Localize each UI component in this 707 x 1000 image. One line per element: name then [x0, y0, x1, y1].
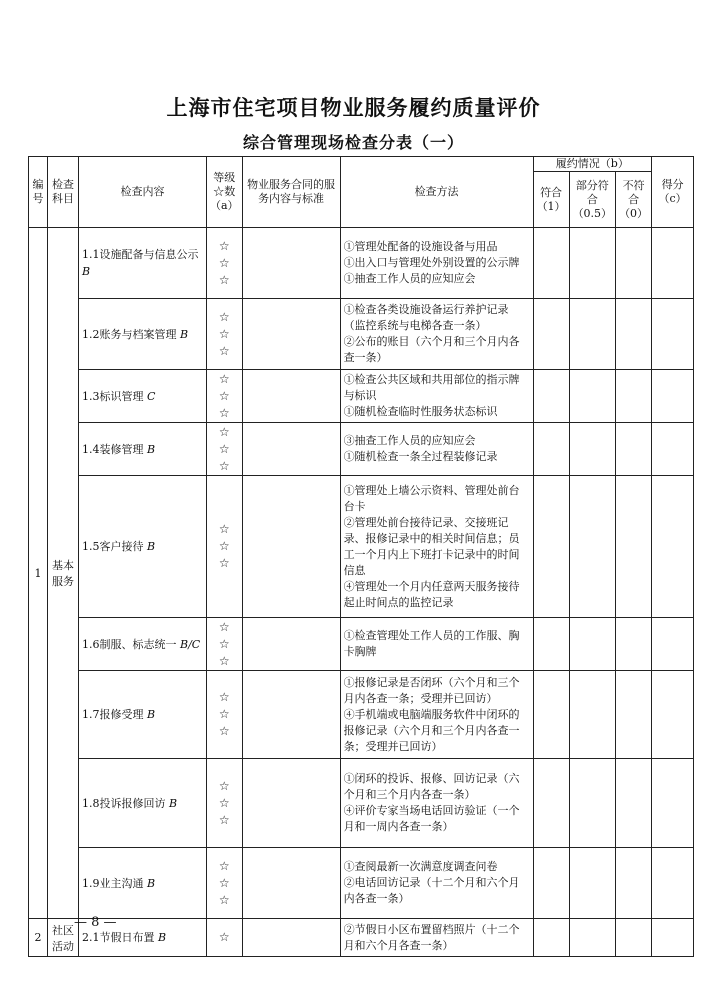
conform-cell[interactable] [533, 476, 569, 618]
score-cell[interactable] [652, 759, 694, 848]
nonconform-cell[interactable] [616, 370, 652, 423]
star-icon: ☆ [218, 858, 230, 873]
conform-cell[interactable] [533, 759, 569, 848]
header-performance: 履约情况（b） [533, 157, 652, 172]
star-icon: ☆ [218, 556, 230, 570]
method-line: ②电话回访记录（十二个月和六个月内各查一条） [343, 876, 520, 905]
star-icon: ☆ [218, 522, 230, 536]
item-name: 1.2账务与档案管理 [82, 327, 177, 341]
partial-cell[interactable] [569, 370, 616, 423]
method-line: ④评价专家当场电话回访验证（一个月和一周内各查一条） [343, 804, 520, 833]
method-line: ①检查管理处工作人员的工作服、胸卡胸牌 [343, 629, 520, 658]
star-rating [207, 618, 243, 671]
score-cell[interactable] [652, 671, 694, 759]
conform-cell[interactable] [533, 228, 569, 299]
partial-cell[interactable] [569, 423, 616, 476]
conform-cell[interactable] [533, 848, 569, 919]
table-body [29, 228, 694, 957]
header-subject: 检查科目 [48, 157, 79, 228]
header-conform: 符合（1） [533, 172, 569, 228]
inspection-item [79, 423, 207, 476]
table-subtitle: 综合管理现场检查分表（一） [242, 133, 464, 152]
method-line: ④管理处一个月内任意两天服务接待起止时间点的监控记录 [343, 579, 520, 609]
header-score: 得分（c） [652, 157, 694, 228]
method-line: ④手机端或电脑端服务软件中闭环的报修记录（六个月和三个月内各查一条；受理并已回访） [343, 707, 520, 753]
method-line: ①随机检查临时性服务状态标识 [343, 405, 498, 418]
contract-cell[interactable] [242, 759, 340, 848]
header-content: 检查内容 [79, 157, 207, 228]
method-line: ①随机检查一条全过程装修记录 [343, 450, 498, 463]
method-line: ②节假日小区布置留档照片（十二个月和六个月各查一条） [343, 922, 520, 952]
header-no: 编号 [29, 157, 48, 228]
inspection-method [340, 759, 533, 848]
star-icon: ☆ [218, 619, 230, 634]
table-row [29, 671, 694, 759]
item-grade: B [158, 931, 167, 944]
nonconform-cell[interactable] [616, 671, 652, 759]
table-row [29, 299, 694, 370]
score-cell[interactable] [652, 618, 694, 671]
contract-cell[interactable] [242, 423, 340, 476]
method-line: ①检查各类设施设备运行养护记录（监控系统与电梯各查一条） [343, 303, 509, 332]
inspection-item [79, 671, 207, 759]
page-number: — 8 — [74, 915, 117, 930]
item-grade: B [147, 876, 156, 890]
star-icon: ☆ [218, 539, 230, 553]
star-rating [207, 919, 243, 957]
score-cell[interactable] [652, 423, 694, 476]
star-icon: ☆ [218, 371, 230, 386]
inspection-table [28, 156, 694, 957]
inspection-method [340, 299, 533, 370]
star-icon: ☆ [218, 343, 230, 358]
item-name: 1.9业主沟通 [82, 876, 144, 890]
table-row [29, 228, 694, 299]
method-line: ②管理处前台接待记录、交接班记录、报修记录中的相关时间信息；员工一个月内上下班打卡记录中的时间信息 [343, 515, 520, 577]
table-row [29, 476, 694, 618]
contract-cell[interactable] [242, 476, 340, 618]
partial-cell[interactable] [569, 671, 616, 759]
header-level: 等级☆数（a） [207, 157, 243, 228]
method-line: ①管理处配备的设施设备与用品 [343, 240, 498, 253]
group-number: 2 [29, 919, 48, 957]
item-name: 1.1设施配备与信息公示 [82, 248, 199, 261]
table-row [29, 370, 694, 423]
nonconform-cell[interactable] [616, 618, 652, 671]
star-icon: ☆ [218, 458, 230, 473]
score-cell[interactable] [652, 476, 694, 618]
star-icon: ☆ [218, 875, 230, 890]
inspection-method [340, 476, 533, 618]
contract-cell[interactable] [242, 919, 340, 957]
method-line: ①查阅最新一次满意度调查问卷 [343, 860, 498, 873]
star-icon: ☆ [218, 795, 230, 810]
star-rating [207, 476, 243, 618]
item-name: 1.5客户接待 [82, 540, 144, 553]
star-icon: ☆ [218, 388, 230, 403]
contract-cell[interactable] [242, 848, 340, 919]
inspection-method [340, 671, 533, 759]
table-row [29, 759, 694, 848]
table-row [29, 919, 694, 957]
header-partial: 部分符合（0.5） [569, 172, 616, 228]
star-icon: ☆ [218, 326, 230, 341]
star-icon: ☆ [218, 309, 230, 324]
item-name: 1.7报修受理 [82, 708, 144, 721]
contract-cell[interactable] [242, 618, 340, 671]
document-title: 上海市住宅项目物业服务履约质量评价 [166, 96, 541, 120]
item-grade: B [147, 442, 156, 456]
table-row [29, 848, 694, 919]
partial-cell[interactable] [569, 476, 616, 618]
nonconform-cell[interactable] [616, 759, 652, 848]
star-icon: ☆ [218, 424, 230, 439]
nonconform-cell[interactable] [616, 423, 652, 476]
score-cell[interactable] [652, 848, 694, 919]
star-rating [207, 848, 243, 919]
contract-cell[interactable] [242, 299, 340, 370]
contract-cell[interactable] [242, 370, 340, 423]
conform-cell[interactable] [533, 370, 569, 423]
inspection-method [340, 618, 533, 671]
star-rating [207, 759, 243, 848]
star-icon: ☆ [218, 636, 230, 651]
partial-cell[interactable] [569, 228, 616, 299]
item-grade: B [169, 796, 178, 810]
item-name: 1.6制服、标志统一 [82, 637, 177, 651]
conform-cell[interactable] [533, 618, 569, 671]
item-grade: B [180, 327, 189, 341]
inspection-method [340, 370, 533, 423]
inspection-item [79, 228, 207, 299]
inspection-item [79, 370, 207, 423]
star-rating [207, 423, 243, 476]
item-name: 1.3标识管理 [82, 389, 144, 403]
item-grade: C [147, 389, 156, 403]
star-icon: ☆ [218, 653, 230, 668]
partial-cell[interactable] [569, 299, 616, 370]
star-icon: ☆ [218, 778, 230, 793]
item-grade: B [82, 265, 91, 278]
star-icon: ☆ [218, 724, 230, 738]
inspection-method [340, 848, 533, 919]
group-subject: 基本服务 [48, 228, 79, 919]
star-rating [207, 299, 243, 370]
group-number: 1 [29, 228, 48, 919]
item-name: 2.1节假日布置 [82, 931, 155, 944]
star-icon: ☆ [218, 238, 230, 253]
contract-cell[interactable] [242, 671, 340, 759]
item-name: 1.8投诉报修回访 [82, 796, 166, 810]
star-icon: ☆ [218, 441, 230, 456]
nonconform-cell[interactable] [616, 228, 652, 299]
inspection-item [79, 299, 207, 370]
table-row [29, 423, 694, 476]
item-name: 1.4装修管理 [82, 442, 144, 456]
star-icon: ☆ [218, 930, 230, 944]
nonconform-cell[interactable] [616, 919, 652, 957]
nonconform-cell[interactable] [616, 848, 652, 919]
partial-cell[interactable] [569, 759, 616, 848]
partial-cell[interactable] [569, 618, 616, 671]
method-line: ①管理处上墙公示资料、管理处前台台卡 [343, 483, 520, 513]
star-icon: ☆ [218, 892, 230, 907]
star-rating [207, 671, 243, 759]
header-contract: 物业服务合同的服务内容与标准 [242, 157, 340, 228]
contract-cell[interactable] [242, 228, 340, 299]
star-icon: ☆ [218, 690, 230, 704]
method-line: ①报修记录是否闭环（六个月和三个月内各查一条；受理并已回访） [343, 675, 520, 705]
score-cell[interactable] [652, 299, 694, 370]
conform-cell[interactable] [533, 671, 569, 759]
star-icon: ☆ [218, 272, 230, 287]
score-cell[interactable] [652, 370, 694, 423]
method-line: ②公布的账目（六个月和三个月内各查一条） [343, 335, 520, 364]
partial-cell[interactable] [569, 848, 616, 919]
nonconform-cell[interactable] [616, 476, 652, 618]
method-line: ①检查公共区域和共用部位的指示牌与标识 [343, 373, 520, 402]
inspection-item [79, 618, 207, 671]
inspection-item [79, 476, 207, 618]
inspection-item [79, 759, 207, 848]
star-icon: ☆ [218, 812, 230, 827]
inspection-item [79, 848, 207, 919]
partial-cell[interactable] [569, 919, 616, 957]
star-icon: ☆ [218, 707, 230, 721]
header-nonconform: 不符合（0） [616, 172, 652, 228]
group-subject: 社区活动 [48, 919, 79, 957]
method-line: ①抽查工作人员的应知应会 [343, 272, 476, 285]
score-cell[interactable] [652, 919, 694, 957]
item-grade: B [147, 540, 156, 553]
conform-cell[interactable] [533, 299, 569, 370]
nonconform-cell[interactable] [616, 299, 652, 370]
method-line: ①出入口与管理处外别设置的公示牌 [343, 256, 520, 269]
conform-cell[interactable] [533, 919, 569, 957]
item-grade: B [147, 708, 156, 721]
star-rating [207, 370, 243, 423]
star-icon: ☆ [218, 255, 230, 270]
header-method: 检查方法 [340, 157, 533, 228]
star-rating [207, 228, 243, 299]
star-icon: ☆ [218, 405, 230, 420]
score-cell[interactable] [652, 228, 694, 299]
item-grade: B/C [180, 637, 201, 651]
method-line: ③抽查工作人员的应知应会 [343, 434, 476, 447]
method-line: ①闭环的投诉、报修、回访记录（六个月和三个月内各查一条） [343, 772, 520, 801]
table-row [29, 618, 694, 671]
conform-cell[interactable] [533, 423, 569, 476]
inspection-method [340, 228, 533, 299]
inspection-method [340, 423, 533, 476]
inspection-method [340, 919, 533, 957]
